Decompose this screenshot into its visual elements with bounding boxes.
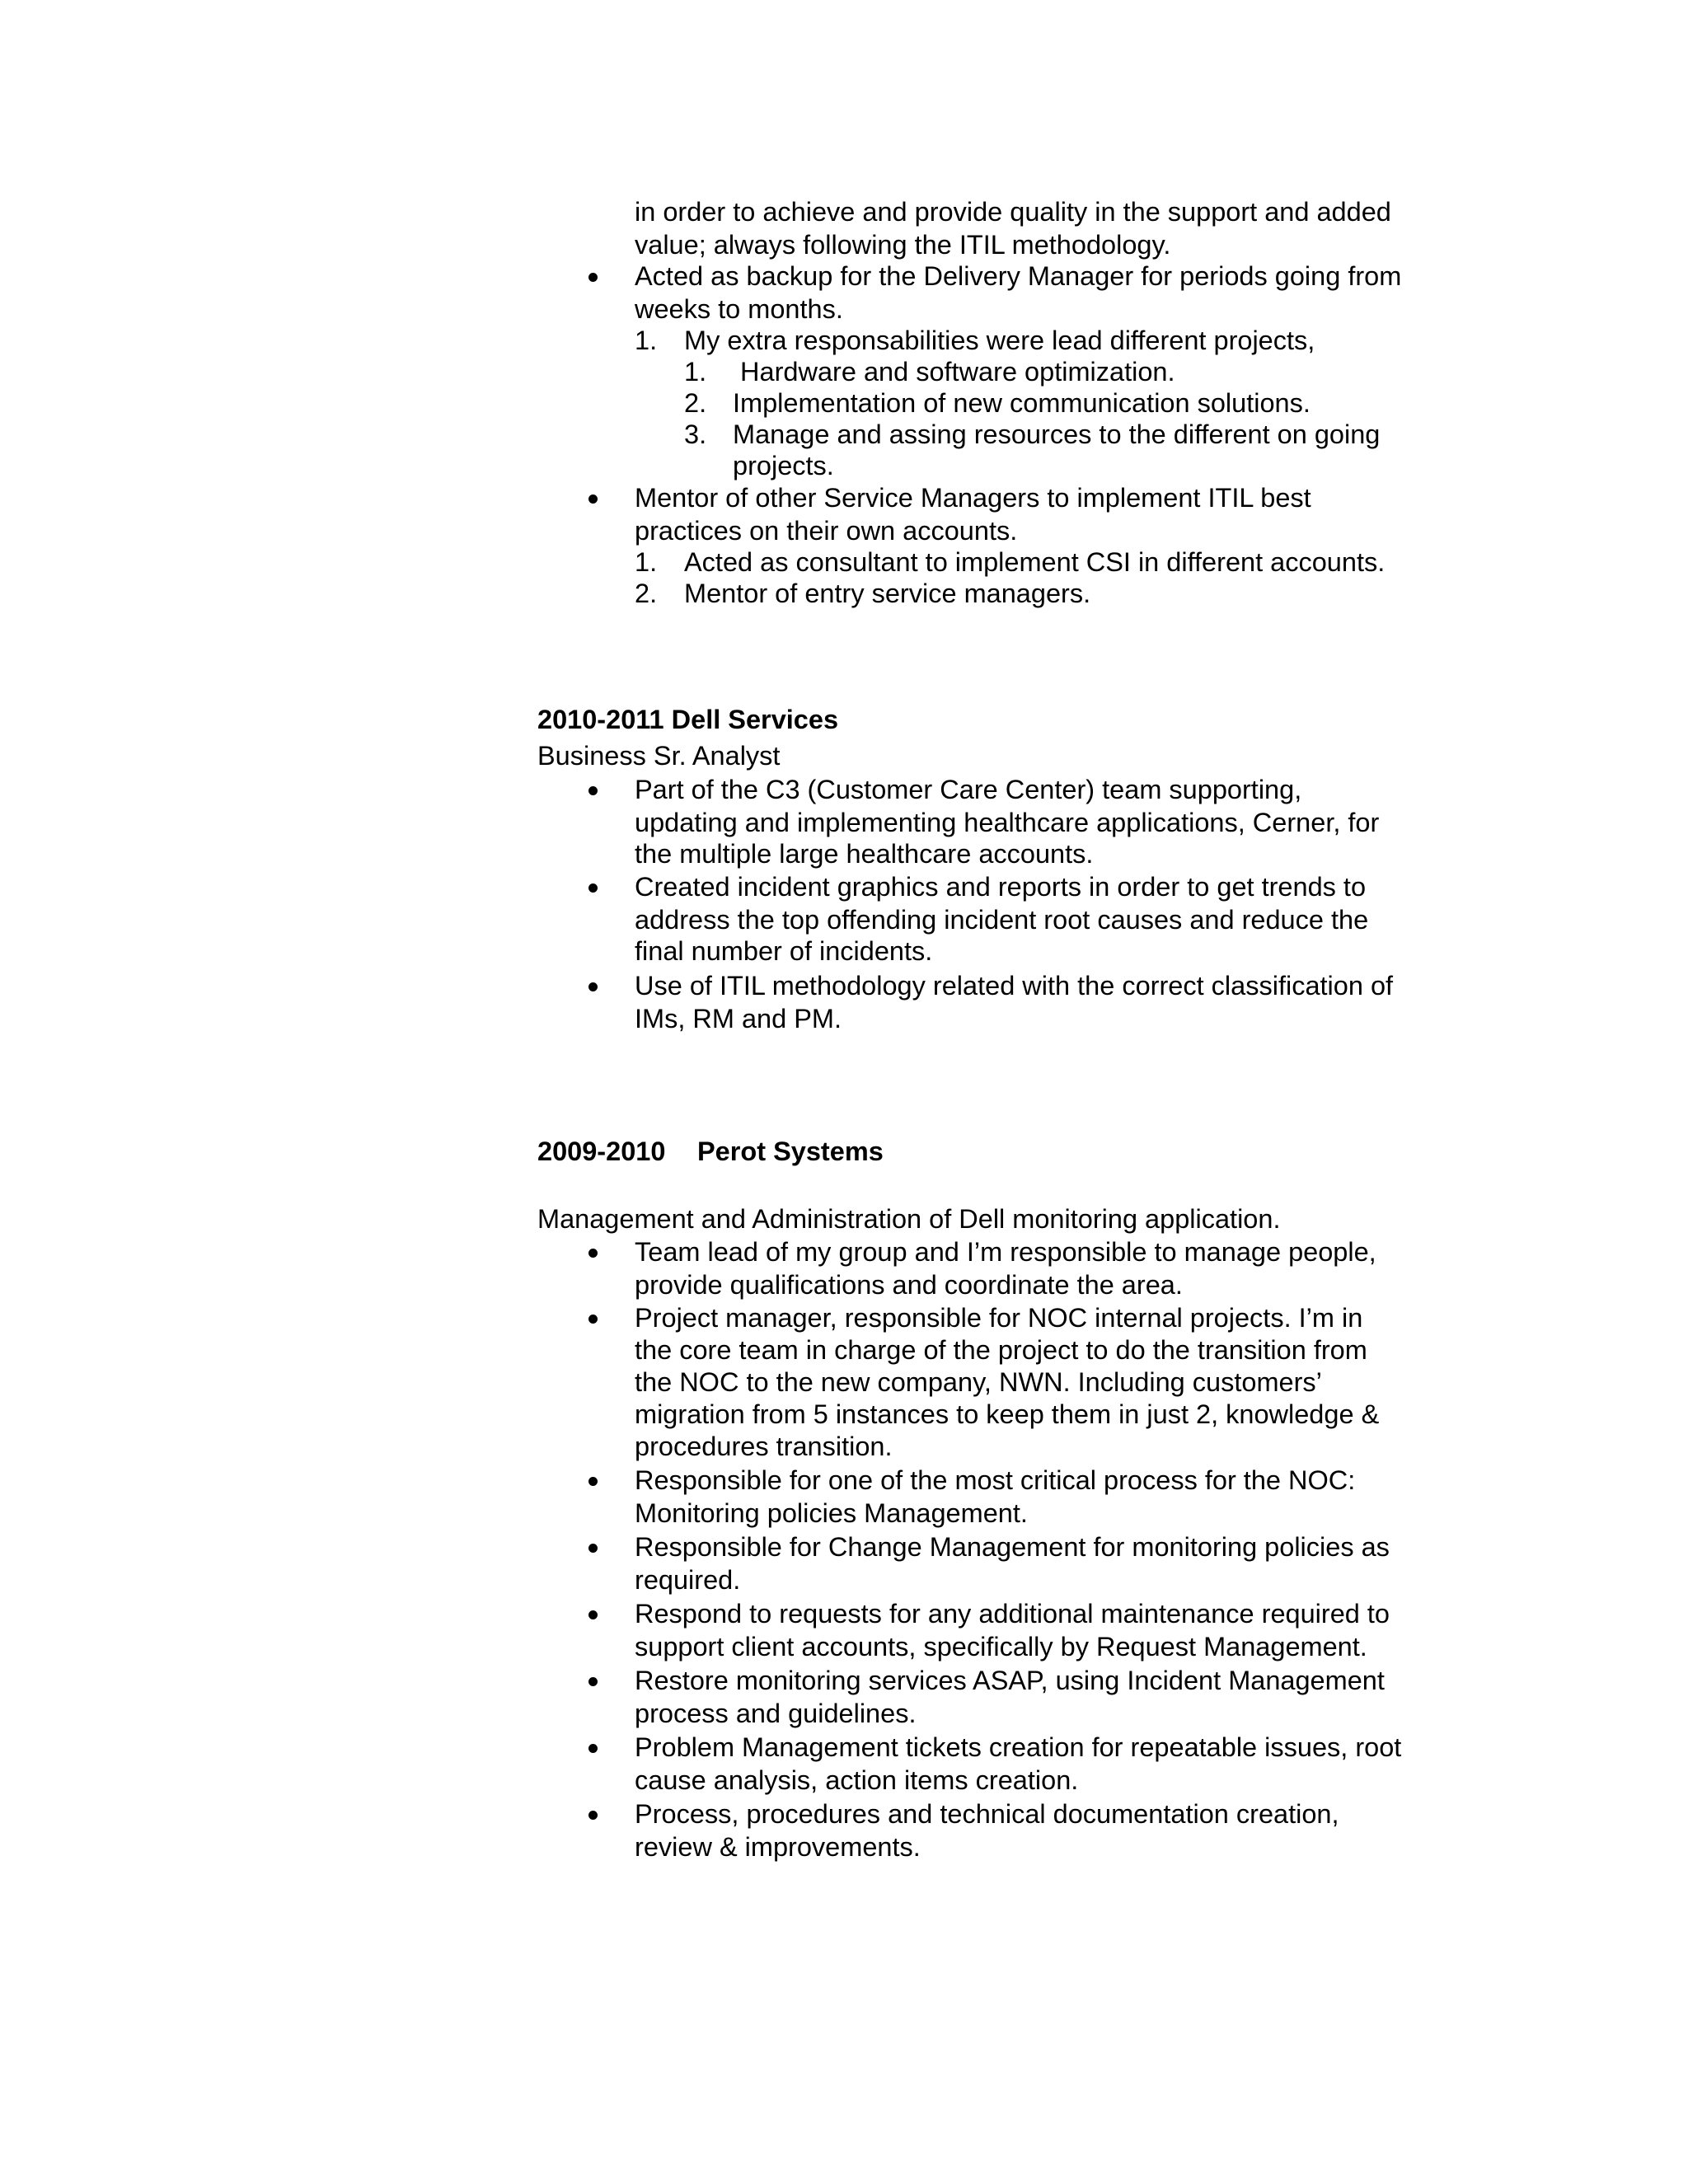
numbered-line: Manage and assing resources to the different on going	[733, 419, 1381, 449]
bullet-line: Respond to requests for any additional maintenance required to	[635, 1599, 1390, 1629]
bullet-line: support client accounts, specifically by Request Management.	[635, 1632, 1367, 1661]
bullet-line: cause analysis, action items creation.	[635, 1765, 1079, 1795]
bullet-line: review & improvements.	[635, 1832, 921, 1862]
bullet-dot	[588, 1610, 598, 1619]
numbered-line: Hardware and software optimization.	[733, 357, 1175, 387]
bullet-line: Problem Management tickets creation for repeatable issues, root	[635, 1732, 1402, 1762]
job-description: Management and Administration of Dell monitoring application.	[537, 1204, 1281, 1234]
section-heading-company: Perot Systems	[697, 1137, 884, 1166]
job-role: Business Sr. Analyst	[537, 741, 781, 771]
numbered-line: Acted as consultant to implement CSI in different accounts.	[684, 547, 1386, 577]
bullet-line: weeks to months.	[635, 294, 843, 324]
list-number: 2.	[684, 388, 707, 418]
bullet-line: provide qualifications and coordinate the area.	[635, 1270, 1183, 1300]
bullet-dot	[588, 273, 598, 282]
bullet-dot	[588, 1315, 598, 1324]
numbered-line: My extra responsabilities were lead different projects,	[684, 326, 1315, 355]
bullet-line: Monitoring policies Management.	[635, 1498, 1028, 1528]
bullet-line: Use of ITIL methodology related with the correct classification of	[635, 971, 1394, 1001]
bullet-line: procedures transition.	[635, 1432, 893, 1461]
bullet-line: Responsible for Change Management for monitoring policies as	[635, 1532, 1390, 1562]
bullet-dot	[588, 1477, 598, 1486]
bullet-line: the NOC to the new company, NWN. Including customers’	[635, 1367, 1322, 1397]
bullet-dot	[588, 1249, 598, 1258]
bullet-line: Created incident graphics and reports in order to get trends to	[635, 872, 1367, 902]
bullet-dot	[588, 1744, 598, 1753]
bullet-line: updating and implementing healthcare applications, Cerner, for	[635, 808, 1380, 837]
bullet-line: Team lead of my group and I’m responsible to manage people,	[635, 1237, 1376, 1267]
bullet-dot	[588, 494, 598, 504]
numbered-line: projects.	[733, 451, 834, 480]
numbered-line: Mentor of entry service managers.	[684, 579, 1091, 608]
bullet-line: Part of the C3 (Customer Care Center) team supporting,	[635, 775, 1302, 804]
section-heading-dell: 2010-2011 Dell Services	[537, 705, 839, 734]
bullet-line: Restore monitoring services ASAP, using Incident Management	[635, 1666, 1385, 1695]
bullet-line: Process, procedures and technical documentation creation,	[635, 1799, 1339, 1829]
bullet-dot	[588, 786, 598, 795]
bullet-dot	[588, 1544, 598, 1553]
continuation-line: in order to achieve and provide quality in the support and added	[635, 197, 1391, 227]
bullet-line: required.	[635, 1565, 741, 1595]
bullet-dot	[588, 982, 598, 991]
bullet-line: the multiple large healthcare accounts.	[635, 839, 1094, 869]
list-number: 2.	[635, 579, 658, 608]
list-number: 3.	[684, 419, 707, 449]
list-number: 1.	[635, 326, 658, 355]
list-number: 1.	[684, 357, 707, 387]
bullet-line: final number of incidents.	[635, 936, 933, 966]
bullet-line: Acted as backup for the Delivery Manager for periods going from	[635, 261, 1402, 291]
bullet-line: address the top offending incident root causes and reduce the	[635, 905, 1369, 935]
bullet-line: the core team in charge of the project to do the transition from	[635, 1335, 1367, 1365]
list-number: 1.	[635, 547, 658, 577]
bullet-line: Responsible for one of the most critical process for the NOC:	[635, 1465, 1356, 1495]
bullet-dot	[588, 1677, 598, 1686]
numbered-line: Implementation of new communication solutions.	[733, 388, 1311, 418]
bullet-line: Project manager, responsible for NOC internal projects. I’m in	[635, 1303, 1363, 1333]
bullet-line: migration from 5 instances to keep them in just 2, knowledge &	[635, 1399, 1380, 1429]
bullet-line: IMs, RM and PM.	[635, 1004, 842, 1033]
continuation-line: value; always following the ITIL methodology.	[635, 230, 1171, 260]
section-heading-years: 2009-2010	[537, 1137, 666, 1166]
bullet-line: Mentor of other Service Managers to implement ITIL best	[635, 483, 1311, 513]
bullet-dot	[588, 1811, 598, 1820]
bullet-line: process and guidelines.	[635, 1699, 917, 1728]
bullet-dot	[588, 883, 598, 893]
bullet-line: practices on their own accounts.	[635, 516, 1018, 546]
